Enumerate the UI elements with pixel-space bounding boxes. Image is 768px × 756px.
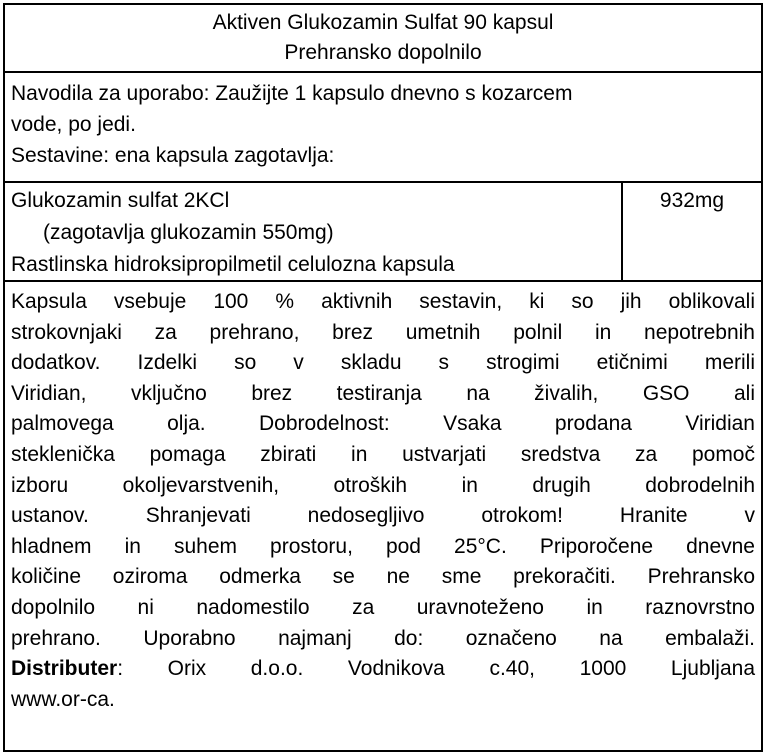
- distributor-line: [11, 654, 755, 685]
- usage-section: [5, 73, 761, 183]
- ingredient-amount: 932mg: [623, 181, 761, 282]
- usage-line-1: Navodila za uporabo: Zaužijte 1 kapsulo dnevno s kozarcem: [11, 82, 573, 105]
- ingredients-cell: [5, 181, 623, 282]
- description-line: Viridian, vključno brez testiranja na živalih, GSO ali: [11, 381, 755, 405]
- product-label: [3, 3, 763, 752]
- description-line: steklenička pomaga zbirati in ustvarjati sredstva za pomoč: [11, 442, 755, 466]
- description-line: količine oziroma odmerka se ne sme prekoračiti. Prehransko: [11, 565, 755, 589]
- description-line: Kapsula vsebuje 100 % aktivnih sestavin, ki so jih oblikovali: [11, 290, 755, 313]
- description-line: strokovnjaki za prehrano, brez umetnih polnil in nepotrebnih: [11, 320, 755, 344]
- ingredient-line-1: Glukozamin sulfat 2KCl: [11, 189, 230, 212]
- distributor-label: Distributer: [11, 657, 118, 681]
- description-line: dodatkov. Izdelki so v skladu s strogimi etičnimi merili: [11, 351, 755, 375]
- label-header: [5, 5, 761, 73]
- distributor-address: : Orix d.o.o. Vodnikova c.40, 1000 Ljubljana: [117, 657, 755, 681]
- ingredient-line-2: (zagotavlja glukozamin 550mg): [43, 221, 334, 244]
- description-line: dopolnilo ni nadomestilo za uravnoteženo in raznovrstno: [11, 595, 755, 619]
- description-line: hladnem in suhem prostoru, pod 25°C. Priporočene dnevne: [11, 534, 755, 558]
- product-title: Aktiven Glukozamin Sulfat 90 kapsul: [212, 11, 554, 34]
- website-text: www.or-ca.: [11, 687, 115, 711]
- ingredient-line-3: Rastlinska hidroksipropilmetil celulozna kapsula: [11, 253, 455, 276]
- product-subtitle: Prehransko dopolnilo: [284, 41, 482, 64]
- ingredients-intro: Sestavine: ena kapsula zagotavlja:: [11, 144, 335, 167]
- description-section: [5, 282, 761, 715]
- description-line: prehrano. Uporabno najmanj do: označeno na embalaži.: [11, 626, 755, 650]
- description-line: palmovega olja. Dobrodelnost: Vsaka prodana Viridian: [11, 412, 755, 436]
- usage-line-2: vode, po jedi.: [11, 113, 136, 136]
- description-line: ustanov. Shranjevati nedosegljivo otrokom! Hranite v: [11, 504, 755, 528]
- description-line: izboru okoljevarstvenih, otroških in drugih dobrodelnih: [11, 473, 755, 497]
